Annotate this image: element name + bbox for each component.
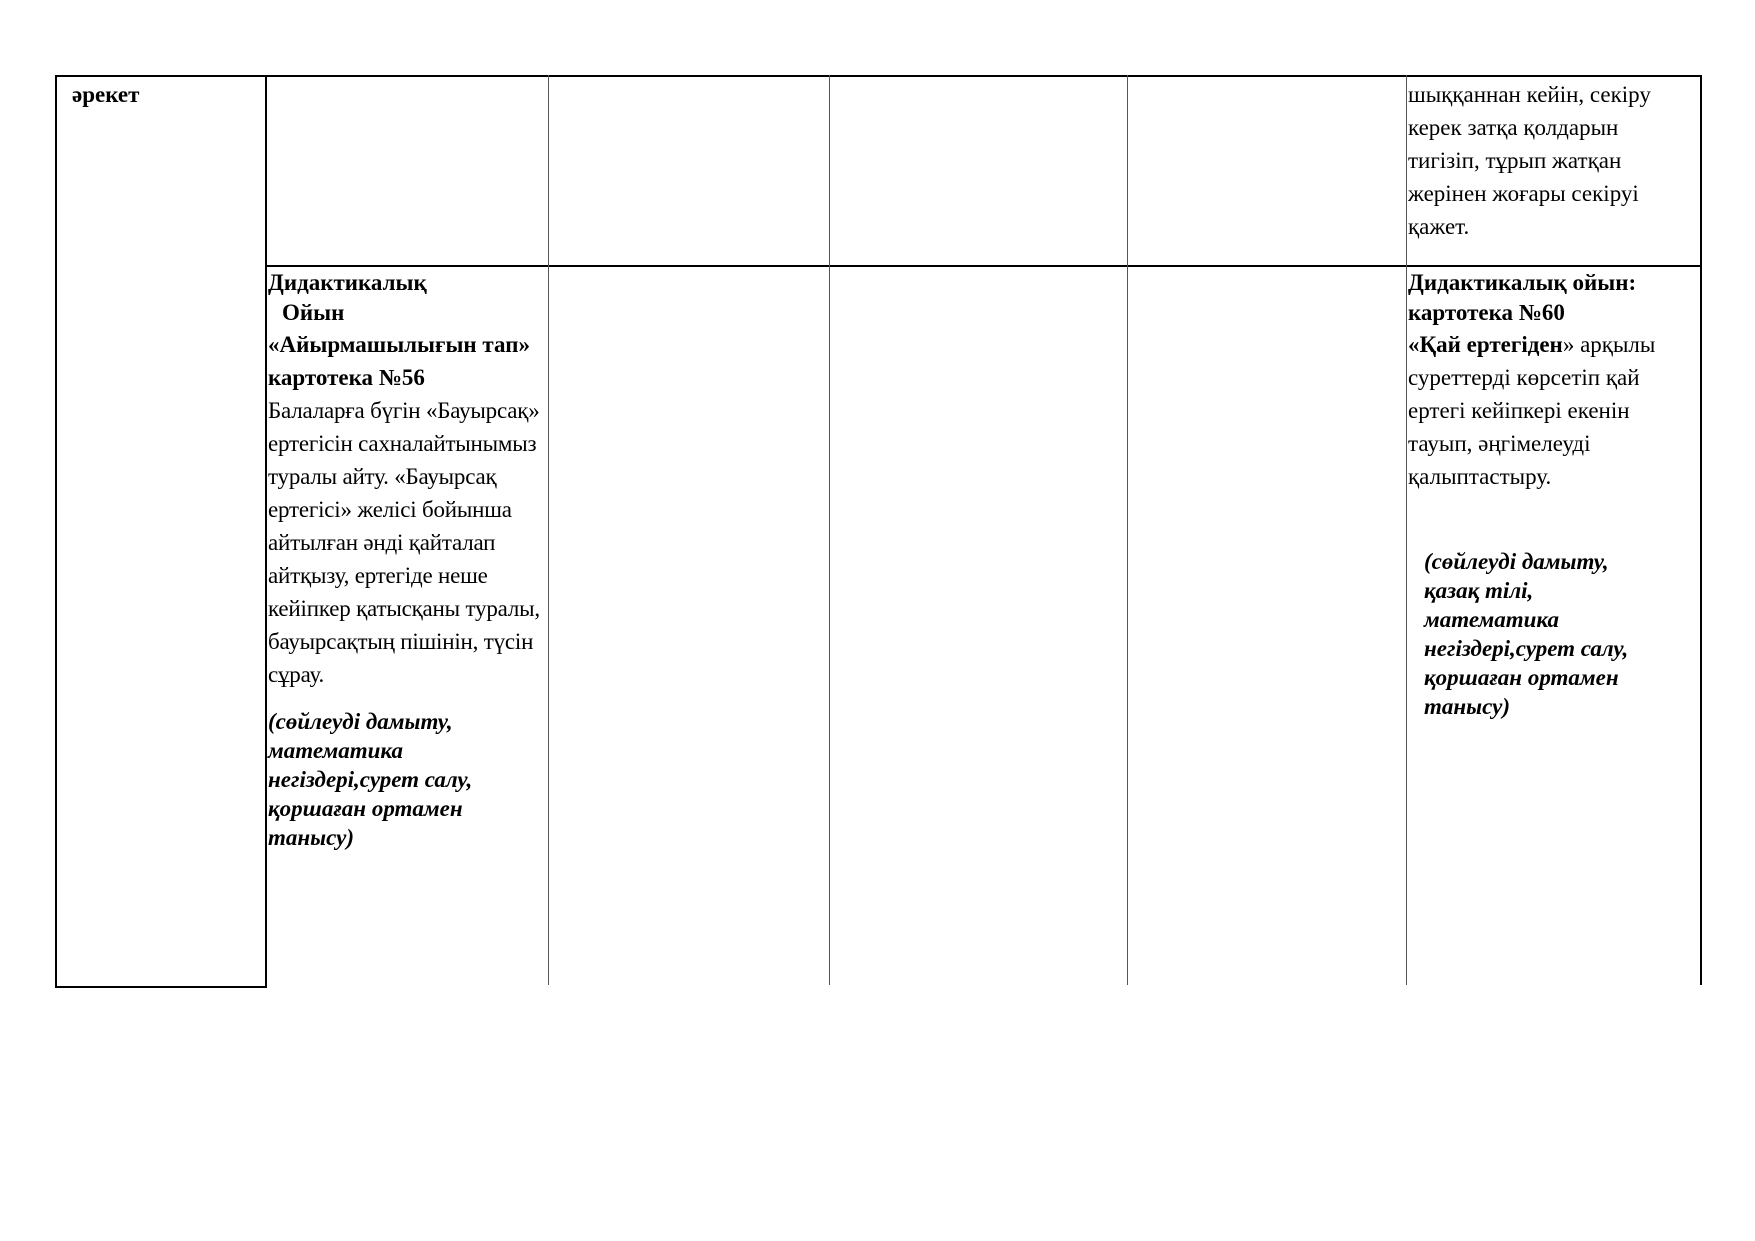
col5-heading: Дидактикалық ойын: — [1408, 270, 1637, 295]
table-left-border — [55, 75, 57, 988]
col1-game-block — [268, 268, 546, 852]
col5-description-text: » арқылы суреттерді көрсетіп қай ертегі кейіпкері екенін тауып, әңгімелеуді қалыптастыру. — [1408, 332, 1656, 489]
col1-heading: Дидактикалық — [268, 270, 427, 295]
col5-subject-note: (сөйлеуді дамыту, қазақ тілі, математика негіздері,сурет салу, қоршаған ортамен танысу) — [1424, 549, 1629, 719]
col1-subject-note: (сөйлеуді дамыту, математика негіздері,сурет салу, қоршаған ортамен танысу) — [268, 709, 473, 850]
col1-subheading: Ойын — [282, 300, 345, 325]
col1-card-number: картотека №56 — [268, 365, 425, 390]
column-divider-4 — [1406, 75, 1407, 985]
col1-title: «Айырмашылығын тап» — [268, 332, 530, 357]
col5-game-block — [1408, 268, 1696, 721]
top-right-cell-text: шыққаннан кейін, секіру керек затқа қолдарын тигізіп, тұрып жатқан жерінен жоғары секіруі қажет. — [1408, 82, 1651, 239]
col5-card-number: картотека №60 — [1408, 300, 1565, 325]
row-header-label: әрекет — [72, 82, 140, 107]
col1-description: Балаларға бүгін «Бауырсақ» ертегісін сахналайтынымыз туралы айту. «Бауырсақ ертегісі» желісі бойынша айтылған әнді қайталап айтқызу, ертегіде неше кейіпкер қатысқаны туралы, бауырсақтың пішінін, түсін сұрау. — [268, 398, 540, 687]
row-divider — [266, 265, 1702, 267]
table-bottom-border-left — [55, 986, 267, 988]
col5-description — [1408, 328, 1696, 493]
column-divider-2 — [829, 75, 830, 985]
column-divider-0 — [265, 75, 267, 988]
table-top-border — [55, 75, 1702, 77]
col5-title: «Қай ертегіден — [1408, 332, 1563, 357]
column-divider-1 — [548, 75, 549, 985]
table-right-border — [1700, 75, 1702, 985]
column-divider-3 — [1127, 75, 1128, 985]
